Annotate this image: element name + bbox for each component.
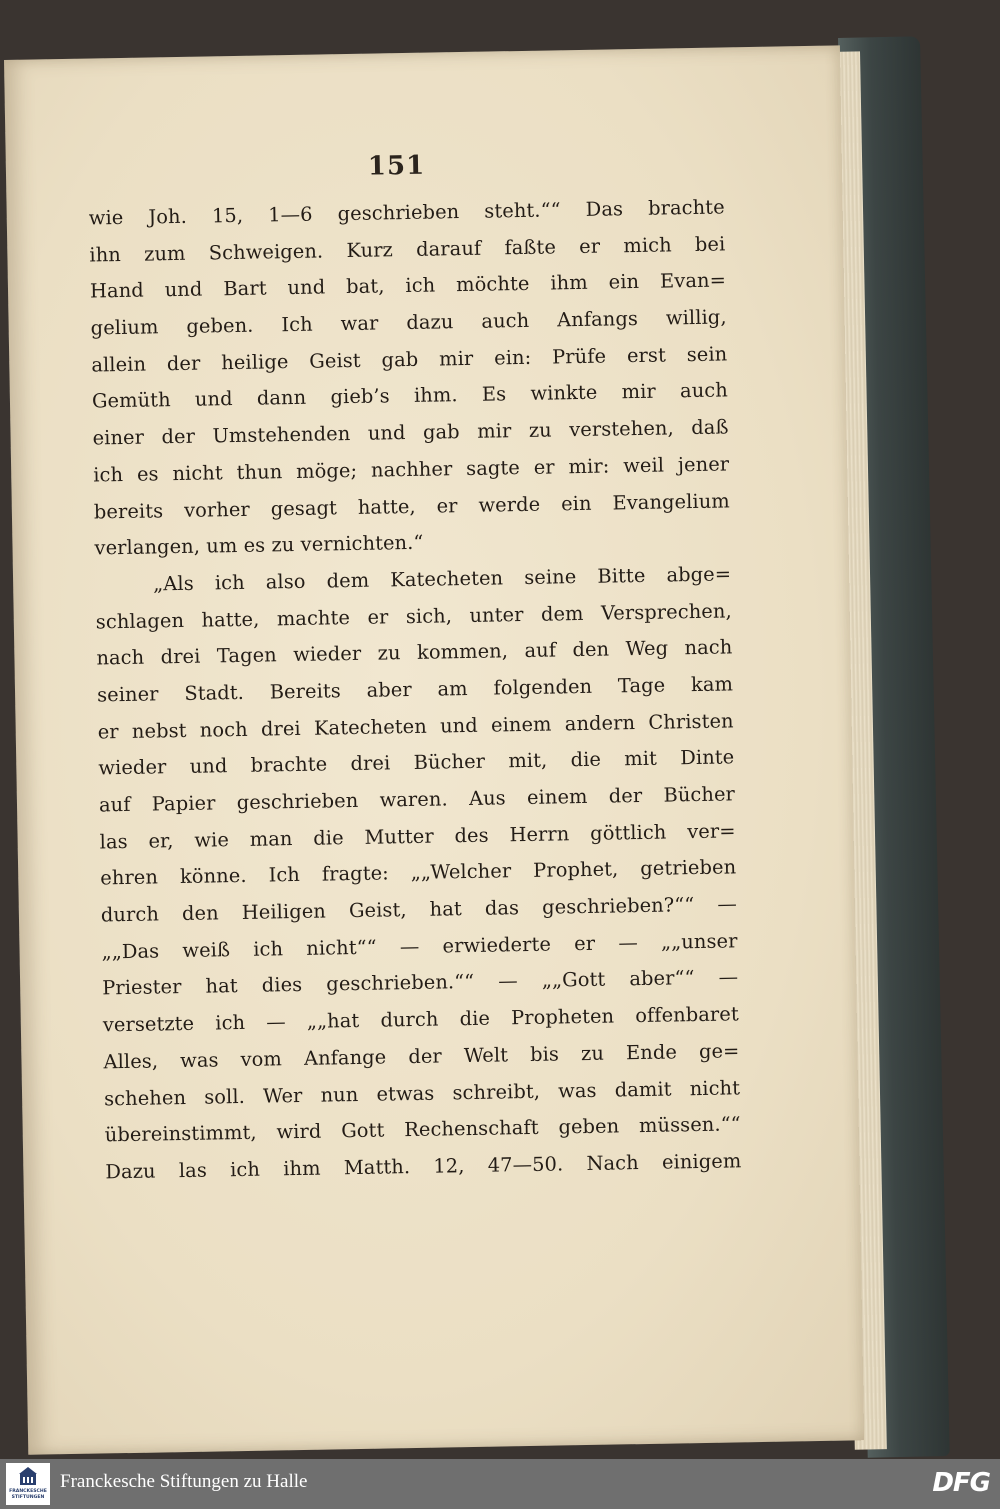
dfg-logo[interactable]: DFG — [932, 1468, 990, 1498]
text-line: wie Joh. 15, 1—6 geschrieben steht.““ Das brachte — [88, 195, 725, 230]
text-line: auf Papier geschrieben waren. Aus einem der Bücher — [98, 782, 736, 817]
text-line: übereinstimmt, wird Gott Rechenschaft geben müssen.““ — [104, 1112, 741, 1147]
logo-text-line: FRANCKESCHE — [9, 1489, 47, 1494]
building-icon — [19, 1466, 37, 1486]
text-line: „„Das weiß ich nicht““ — erwiederte er — „„unser — [101, 929, 738, 964]
text-line: Priester hat dies geschrieben.““ — „„Gott aber““ — — [102, 965, 739, 1000]
text-line: er nebst noch drei Katecheten und einem andern Christen — [97, 708, 734, 744]
text-line: versetzte ich — „„hat durch die Propheten offenbaret — [102, 1002, 739, 1037]
text-line: ihn zum Schweigen. Kurz darauf faßte er mich bei — [89, 232, 726, 267]
text-block — [88, 189, 741, 1191]
text-line: allein der heilige Geist gab mir ein: Prüfe erst sein — [91, 342, 728, 377]
logo-text — [6, 1489, 50, 1501]
institution-name[interactable]: Franckesche Stiftungen zu Halle — [60, 1471, 308, 1492]
text-line: einer der Umstehenden und gab mir zu verstehen, daß — [92, 415, 729, 450]
text-line: wieder und brachte drei Bücher mit, die mit Dinte — [98, 745, 735, 780]
text-line: las er, wie man die Mutter des Herrn göttlich ver= — [99, 819, 736, 854]
text-line: Alles, was vom Anfange der Welt bis zu Ende ge= — [103, 1039, 740, 1074]
text-line: durch den Heiligen Geist, hat das geschrieben?““ — — [100, 892, 738, 927]
viewer-footer — [0, 1459, 1000, 1509]
page-number: 151 — [367, 150, 426, 182]
text-line: Dazu las ich ihm Matth. 12, 47—50. Nach einigem — [105, 1149, 742, 1184]
text-line: ehren könne. Ich fragte: „„Welcher Prophet, getrieben — [100, 855, 737, 890]
text-line: schehen soll. Wer nun etwas schreibt, was damit nicht — [103, 1075, 741, 1110]
text-line: bereits vorher gesagt hatte, er werde ein Evangelium — [93, 488, 730, 523]
logo-text-line: STIFTUNGEN — [11, 1495, 45, 1500]
text-line: verlangen, um es zu vernichten.“ — [94, 530, 424, 560]
text-line: seiner Stadt. Bereits aber am folgenden Tage kam — [96, 672, 734, 707]
text-line: „Als ich also dem Katecheten seine Bitte abge= — [152, 562, 732, 596]
text-line: nach drei Tagen wieder zu kommen, auf den Weg nach — [96, 635, 733, 670]
text-line: gelium geben. Ich war dazu auch Anfangs willig, — [90, 305, 727, 340]
institution-logo[interactable] — [6, 1463, 50, 1505]
text-line: Hand und Bart und bat, ich möchte ihm ein Evan= — [89, 268, 727, 303]
text-line: schlagen hatte, machte er sich, unter dem Versprechen, — [95, 598, 732, 634]
text-line: ich es nicht thun möge; nachher sagte er mir: weil jener — [93, 452, 730, 487]
book-page — [4, 45, 864, 1454]
text-line: Gemüth und dann gieb’s ihm. Es winkte mir auch — [91, 378, 729, 413]
